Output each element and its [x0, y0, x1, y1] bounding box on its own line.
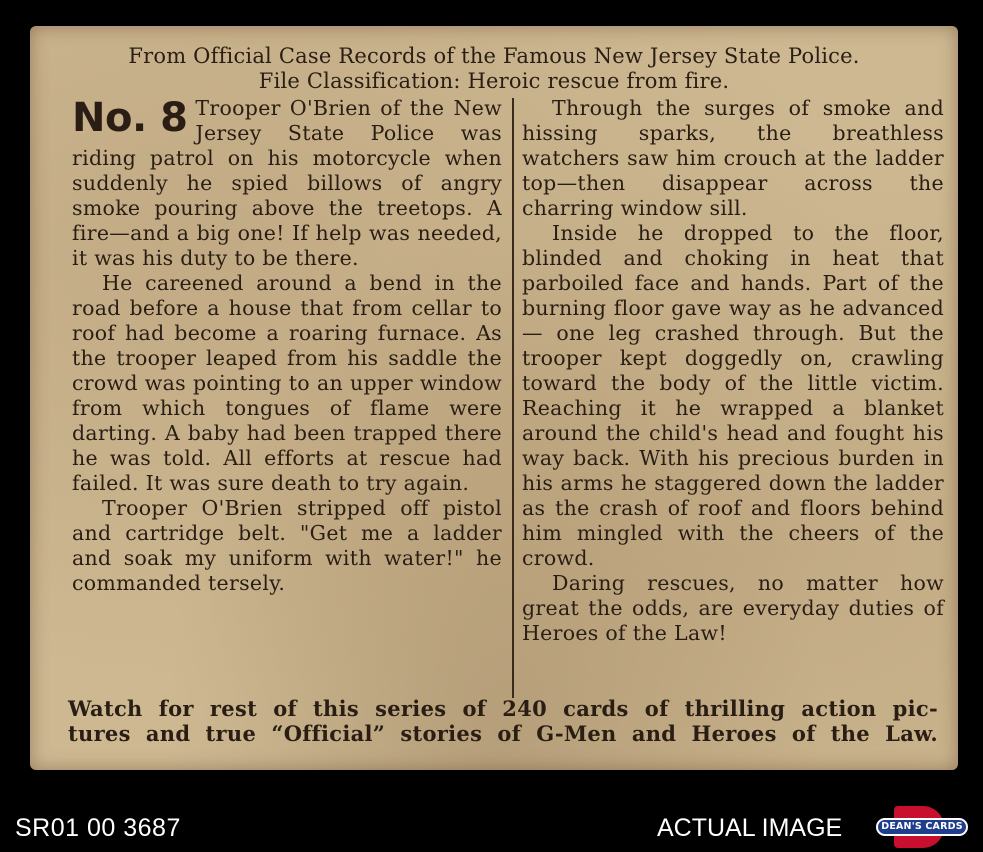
- logo-banner: DEAN'S CARDS: [876, 818, 968, 836]
- card-header: [30, 44, 958, 94]
- actual-image-label: ACTUAL IMAGE: [657, 814, 843, 842]
- left-paragraph-3: Trooper O'Brien stripped off pistol and cartridge belt. "Get me a ladder and soak my uniform with water!" he commanded tersely.: [72, 496, 502, 595]
- left-paragraph-1-text: Trooper O'Brien of the New Jersey State Police was riding patrol on his motorcycle when suddenly he spied billows of angry smoke pouring above the treetops. A fire—and a big one! If help was needed, it was his duty to be there.: [72, 96, 502, 270]
- column-divider: [512, 98, 514, 698]
- footer-line-1: Watch for rest of this series of 240 cards of thrilling action pic-: [68, 696, 938, 721]
- left-column: [72, 96, 502, 596]
- left-paragraph-1: [72, 96, 502, 271]
- left-paragraph-2: He careened around a bend in the road before a house that from cellar to roof had become a roaring furnace. As the trooper leaped from his saddle the crowd was pointing to an upper window from which tongues of flame were darting. A baby had been trapped there he was told. All efforts at rescue had failed. It was sure death to try again.: [72, 271, 502, 495]
- footer-line-2: tures and true “Official” stories of G-Men and Heroes of the Law.: [68, 721, 938, 746]
- right-paragraph-1: Through the surges of smoke and hissing sparks, the breathless watchers saw him crouch at the ladder top—then disappear across the charring window sill.: [522, 96, 944, 220]
- right-column: [522, 96, 944, 646]
- header-line-2: File Classification: Heroic rescue from fire.: [258, 69, 730, 93]
- right-paragraph-3: Daring rescues, no matter how great the odds, are everyday duties of Heroes of the Law!: [522, 571, 944, 645]
- right-paragraph-2: Inside he dropped to the floor, blinded and choking in heat that parboiled face and hands. Part of the burning floor gave way as he advanced — one leg crashed through. But the trooper kept doggedly on, crawling toward the body of the little victim. Reaching it he wrapped a blanket around the child's head and fought his way back. With his precious burden in his arms he staggered down the ladder as the crash of roof and floors behind him mingled with the cheers of the crowd.: [522, 221, 944, 570]
- deans-cards-logo: [876, 806, 968, 848]
- card-number: No. 8: [72, 95, 188, 141]
- header-line-1: From Official Case Records of the Famous New Jersey State Police.: [128, 44, 860, 68]
- sku-label: SR01 00 3687: [15, 814, 181, 842]
- trading-card-back: [30, 26, 958, 770]
- card-footer: [68, 696, 938, 746]
